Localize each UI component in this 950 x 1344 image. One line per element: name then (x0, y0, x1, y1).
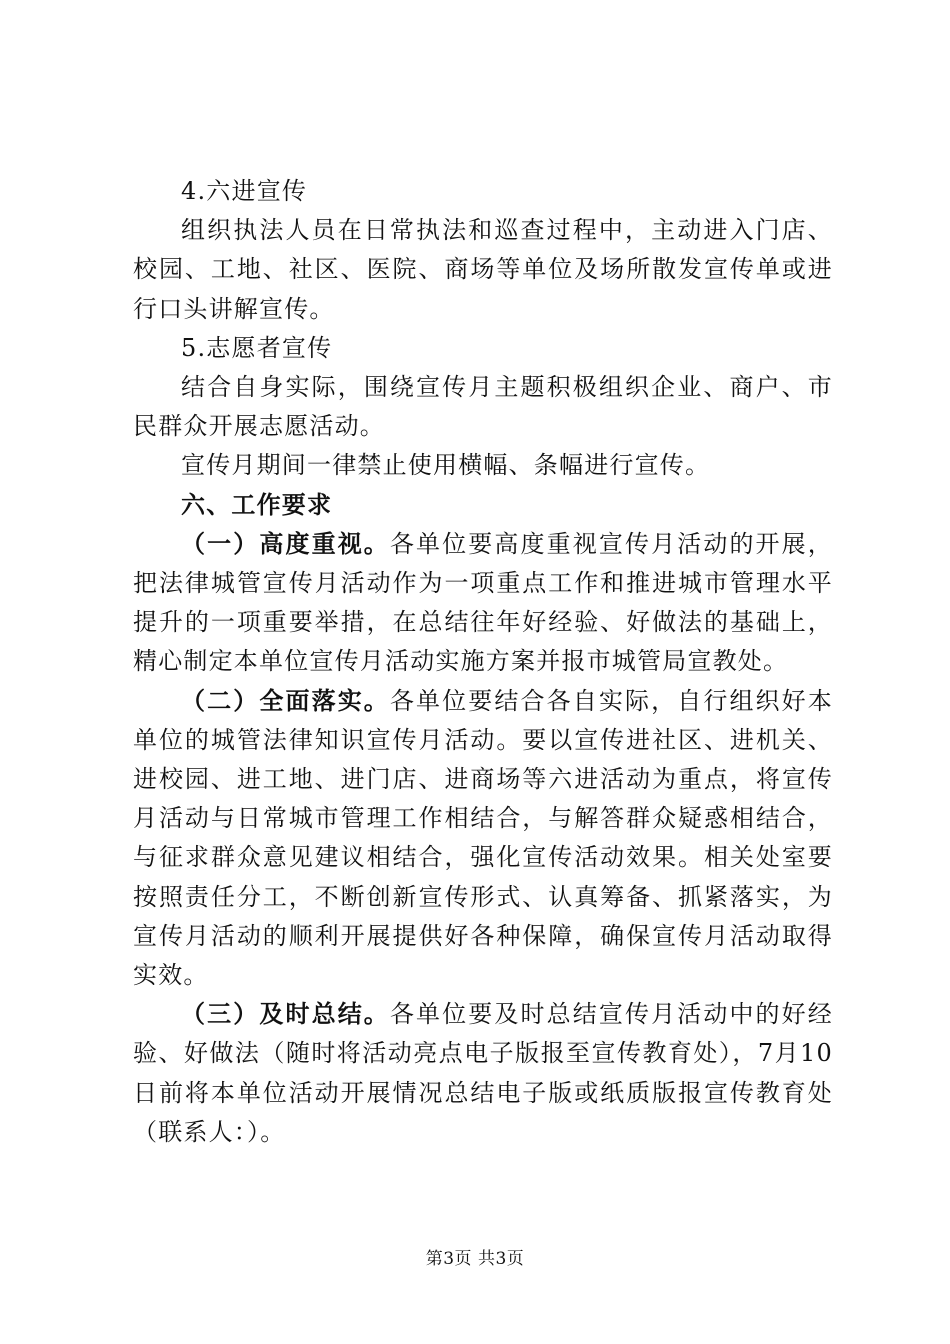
page-footer: 第3页 共3页 (425, 1249, 525, 1269)
requirement-paragraph-2 (133, 682, 833, 996)
requirement-title-3: （三）及时总结。 (181, 1000, 390, 1029)
item-paragraph-volunteer-promotion: 结合自身实际，围绕宣传月主题积极组织企业、商户、市民群众开展志愿活动。 (133, 373, 833, 441)
item-paragraph-banner-ban: 宣传月期间一律禁止使用横幅、条幅进行宣传。 (181, 451, 711, 480)
requirement-title-1: （一）高度重视。 (181, 529, 390, 558)
requirement-paragraph-1 (133, 525, 833, 682)
item-heading-volunteer-promotion: 5.志愿者宣传 (181, 333, 333, 362)
requirement-text-1: 各单位要高度重视宣传月活动的开展，把法律城管宣传月活动作为一项重点工作和推进城市管理水平提升的一项重要举措，在总结往年好经验、好做法的基础上，精心制定本单位宣传月活动实施方案并报市城管局宣教处。 (133, 529, 833, 676)
section-heading-work-requirements: 六、工作要求 (181, 490, 333, 519)
requirement-text-3: 各单位要及时总结宣传月活动中的好经验、好做法（随时将活动亮点电子版报至宣传教育处），7月10日前将本单位活动开展情况总结电子版或纸质版报宣传教育处（联系人：）。 (133, 1000, 833, 1146)
requirement-paragraph-3 (133, 995, 833, 1152)
item-heading-six-promotion: 4.六进宣传 (181, 177, 308, 205)
requirement-title-2: （二）全面落实。 (181, 686, 390, 715)
requirement-text-2: 各单位要结合各自实际，自行组织好本单位的城管法律知识宣传月活动。要以宣传进社区、进机关、进校园、进工地、进门店、进商场等六进活动为重点，将宣传月活动与日常城市管理工作相结合，与解答群众疑惑相结合，与征求群众意见建议相结合，强化宣传活动效果。相关处室要按照责任分工，不断创新宣传形式、认真筹备、抓紧落实，为宣传月活动的顺利开展提供好各种保障，确保宣传月活动取得实效。 (133, 686, 833, 990)
item-paragraph-six-promotion: 组织执法人员在日常执法和巡查过程中，主动进入门店、校园、工地、社区、医院、商场等单位及场所散发宣传单或进行口头讲解宣传。 (133, 216, 833, 323)
document-body (133, 172, 833, 1152)
